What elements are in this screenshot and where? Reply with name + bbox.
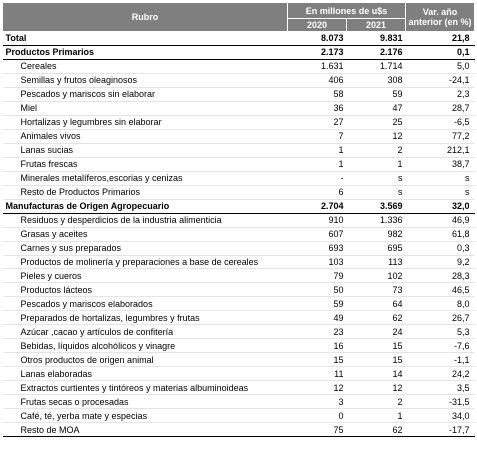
row-2021: 2 [347,143,406,157]
row-2020: 75 [288,423,347,437]
row-2021: s [347,185,406,199]
table-body [3,32,475,437]
table-row [3,409,475,423]
table-row [3,353,475,367]
row-label: Miel [3,101,288,115]
row-2020: 49 [288,311,347,325]
row-variation: -6,5 [406,115,475,129]
total-2021: 9.831 [347,32,406,46]
table-row [3,157,475,171]
row-2021: s [347,171,406,185]
row-variation: 2,3 [406,87,475,101]
row-2021: 59 [347,87,406,101]
section-variation: 32,0 [406,199,475,213]
table-row [3,255,475,269]
row-variation: 5,3 [406,325,475,339]
row-label: Café, té, yerba mate y especias [3,409,288,423]
row-variation: 9,2 [406,255,475,269]
row-2020: 79 [288,269,347,283]
row-2020: 693 [288,241,347,255]
table-row [3,325,475,339]
row-2021: 2 [347,395,406,409]
section-label: Manufacturas de Origen Agropecuario [3,199,288,213]
row-label: Lanas sucias [3,143,288,157]
row-label: Minerales metalíferos,escorias y cenizas [3,171,288,185]
row-label: Productos lácteos [3,283,288,297]
row-2021: 64 [347,297,406,311]
row-label: Lanas elaboradas [3,367,288,381]
row-2021: 12 [347,129,406,143]
row-label: Pescados y mariscos sin elaborar [3,87,288,101]
row-2021: 695 [347,241,406,255]
row-2020: 7 [288,129,347,143]
row-variation: -24,1 [406,73,475,87]
row-2020: 607 [288,227,347,241]
table-row [3,59,475,73]
row-2020: 1.631 [288,59,347,73]
row-variation: 28,7 [406,101,475,115]
row-label: Azúcar ,cacao y artículos de confitería [3,325,288,339]
header-year-2020: 2020 [288,19,347,32]
row-label: Carnes y sus preparados [3,241,288,255]
table-row [3,381,475,395]
row-label: Hortalizas y legumbres sin elaborar [3,115,288,129]
table-row [3,115,475,129]
row-2021: 73 [347,283,406,297]
row-variation: 34,0 [406,409,475,423]
row-2021: 25 [347,115,406,129]
table-header [3,3,475,32]
row-2020: 36 [288,101,347,115]
section-2021: 2.176 [347,45,406,59]
row-2020: 12 [288,381,347,395]
row-variation: -7,6 [406,339,475,353]
table-row [3,101,475,115]
row-2020: 6 [288,185,347,199]
row-variation: 8,0 [406,297,475,311]
row-2020: 0 [288,409,347,423]
total-variation: 21,8 [406,32,475,46]
row-2020: 23 [288,325,347,339]
row-variation: -17,7 [406,423,475,437]
row-variation: 5,0 [406,59,475,73]
total-label: Total [3,32,288,46]
row-2020: 27 [288,115,347,129]
row-variation: -1,1 [406,353,475,367]
table-row [3,423,475,437]
table-row [3,311,475,325]
table-row [3,297,475,311]
row-2020: 50 [288,283,347,297]
row-label: Animales vivos [3,129,288,143]
row-2021: 24 [347,325,406,339]
row-label: Grasas y aceites [3,227,288,241]
header-rubro: Rubro [3,3,288,32]
row-2021: 102 [347,269,406,283]
header-group-millions: En millones de u$s [288,3,406,19]
section-row [3,45,475,59]
row-2021: 62 [347,423,406,437]
row-2020: 11 [288,367,347,381]
row-2020: 1 [288,157,347,171]
row-2021: 113 [347,255,406,269]
row-variation: 26,7 [406,311,475,325]
row-2021: 1 [347,409,406,423]
table-row [3,87,475,101]
row-2020: - [288,171,347,185]
total-row [3,32,475,46]
header-variation: Var. año anterior (en %) [406,3,475,32]
row-2021: 1.336 [347,213,406,227]
row-2021: 47 [347,101,406,115]
table-row [3,73,475,87]
row-label: Resto de MOA [3,423,288,437]
row-2021: 15 [347,339,406,353]
row-label: Frutas secas o procesadas [3,395,288,409]
row-variation: 46,5 [406,283,475,297]
header-year-2021: 2021 [347,19,406,32]
row-label: Productos de molinería y preparaciones a base de cereales [3,255,288,269]
row-label: Preparados de hortalizas, legumbres y frutas [3,311,288,325]
row-label: Otros productos de origen animal [3,353,288,367]
row-variation: 24,2 [406,367,475,381]
table-row [3,171,475,185]
row-2020: 3 [288,395,347,409]
row-variation: s [406,185,475,199]
exports-table [2,2,475,437]
row-variation: 38,7 [406,157,475,171]
row-variation: 61,8 [406,227,475,241]
row-label: Frutas frescas [3,157,288,171]
section-2020: 2.173 [288,45,347,59]
row-2020: 910 [288,213,347,227]
row-label: Pieles y cueros [3,269,288,283]
row-variation: 0,3 [406,241,475,255]
row-2020: 1 [288,143,347,157]
row-variation: 46,9 [406,213,475,227]
row-2020: 103 [288,255,347,269]
row-2020: 16 [288,339,347,353]
row-variation: -31,5 [406,395,475,409]
row-label: Pescados y mariscos elaborados [3,297,288,311]
table-row [3,269,475,283]
row-2021: 1 [347,157,406,171]
table-row [3,227,475,241]
table-row [3,129,475,143]
row-2020: 59 [288,297,347,311]
row-2020: 406 [288,73,347,87]
table-row [3,395,475,409]
row-label: Residuos y desperdicios de la industria alimenticia [3,213,288,227]
table-row [3,241,475,255]
section-variation: 0,1 [406,45,475,59]
row-label: Bebidas, líquidos alcohólicos y vinagre [3,339,288,353]
section-row [3,199,475,213]
row-2021: 308 [347,73,406,87]
table-row [3,283,475,297]
row-2021: 982 [347,227,406,241]
table-row [3,213,475,227]
row-label: Cereales [3,59,288,73]
row-variation: 212,1 [406,143,475,157]
table-row [3,339,475,353]
row-2021: 62 [347,311,406,325]
row-2021: 12 [347,381,406,395]
row-variation: s [406,171,475,185]
section-2021: 3.569 [347,199,406,213]
section-2020: 2.704 [288,199,347,213]
row-2021: 14 [347,367,406,381]
row-label: Extractos curtientes y tintóreos y materias albuminoideas [3,381,288,395]
row-variation: 77,2 [406,129,475,143]
row-variation: 3,5 [406,381,475,395]
row-2020: 58 [288,87,347,101]
row-variation: 28,3 [406,269,475,283]
row-2020: 15 [288,353,347,367]
section-label: Productos Primarios [3,45,288,59]
row-2021: 15 [347,353,406,367]
total-2020: 8.073 [288,32,347,46]
table-row [3,367,475,381]
row-2021: 1.714 [347,59,406,73]
row-label: Resto de Productos Primarios [3,185,288,199]
row-label: Semillas y frutos oleaginosos [3,73,288,87]
table-row [3,185,475,199]
table-row [3,143,475,157]
